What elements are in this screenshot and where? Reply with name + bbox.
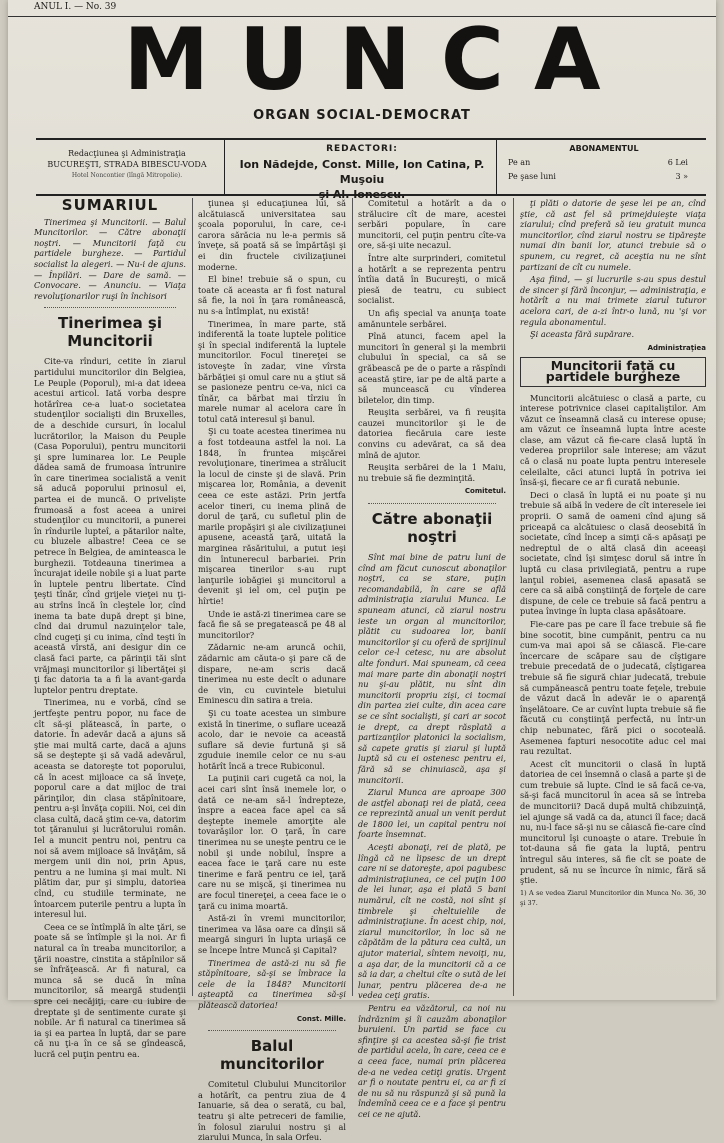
column-4 — [520, 198, 706, 996]
paragraph: Şi cu toate acestea tinerimea nu a fost totdeauna astfel la noi. La 1848, în fruntea mişcărei revoluţionare, tinerimea a strălucit la locul de cinste şi de slavă. Prin mişcarea lor, România, a devenit ceea ce este astăzi. Prin jertfa acelor tineri, cu inema plină de dorul de ţară, cu sufletul plin de marile propăşiri şi ale civilizaţiunei apusene, această ţară, uitată la marginea răsăritului, a putut ieşi din întunerecul barbariei. Prin mişcarea tinerilor s-au rupt lanţurile iobăgiei şi muncitorul a devenit şi iel om, cel puţin pe hîrtie! — [198, 426, 346, 606]
admin-note: Hotel Noncontier (lîngă Mitropolie). — [71, 172, 183, 179]
signature: Administraţiea — [647, 343, 706, 352]
subscription-row: Pe an 6 Lei — [508, 158, 688, 167]
paragraph: Cite-va rînduri, cetite în ziarul partidului muncitorilor din Belgiea, Le Peuple (Poporul), mi-a dat ideea acestui articol. Iată vorba despre hotărîrea ce-a luat-o societatea studenţilor socialişti din Bruxelles, de a deschide cursuri, în localul lucrătorilor, la Maison du Peuple (Casa Poporului), pentru muncitorii şi spre luminarea lor. Le Peuple dădea samă de frumoasa întrunire în care tinerimea socialistă a venit să aducă poporului prinosul ei, partea ei de muncă. O priveliște frumoasă a fost aceea a unirei studenţilor cu muncitorii, a punerei în rîndurile lupteî, a pătarilor nalte, cu bluzele albastre! Ceea ce se petrece în Belgiea, de aminteasca le burghezii. Totdeauna tinerimea a încurajat ideile nobile şi a luat parte în luptele pentru libertate. Cînd ţeşti tînăr, cînd grijele vieţei nu ţi-au strîns încă în cleştele lor, cînd inema ta bate după drept şi bine, cînd dai drumul nazuinţelor tale, cînd cugeţi şi cu inima, cînd teşti în această vîrstă, ani desigur din ce clasă faci parte, ca părinţii tăi sînt vrăjmaşi muncitorilor şi libertăţei şi ţi fac datoria ta a fi la avant-garda luptelor pentru dreptate. — [34, 356, 186, 695]
article-title-balul: Balul muncitorilor — [220, 1037, 324, 1074]
paragraph: El bine! trebuie să o spun, cu toate că aceasta ar fi fost natural să fie, la noi în ţara românească, nu s-a întîmplat, nu există! — [198, 274, 346, 316]
column-3 — [358, 198, 506, 1119]
paragraph: Ceea ce se întîmplă în alte ţări, se poate să se întîmple şi la noi. Ar fi natural ca în treaba muncitorilor, a ţării noastre, cinstita a stăpînilor să se înfrăţească. Ar fi natural, ca munca să se ducă în mîna muncitorilor, să meargă studenţii spre cei necăjiţi, care cu iubire de dreptate şi de sentimente curate şi nobile. Ar fi natural ca tinerimea să ia şi ea partea în luptă, dar se pare că nu ţi-a în ce să se gîndească, lucră cel puţin pentru ea. — [34, 921, 186, 1059]
info-bar — [36, 138, 706, 201]
subscription-title: ABONAMENTUL — [569, 144, 639, 153]
editors-line-2: şi Al. Ionescu. — [318, 188, 406, 201]
paragraph: Şi aceasta fără supărare. — [530, 329, 635, 340]
paragraph: Zădarnic ne-am aruncă ochii, zădarnic am căuta-o şi pare că de dispare, ne-am scris dacă tinerimea nu este decît o adunare de vin, cu cuvintele bietului Eminescu din satira a treia. — [198, 642, 346, 706]
masthead-subtitle: ORGAN SOCIAL-DEMOCRAT — [253, 108, 471, 123]
subscription-box — [502, 142, 706, 184]
column-rule — [352, 198, 353, 996]
administration-box — [36, 148, 218, 181]
paragraph: Pînă atunci, facem apel la muncitori în general şi la membrii clubului în special, ca să se grăbească pe de o parte a răspîndi această ştire, iar pe de altă parte a să muncească cu vînderea biletelor, din timp. — [358, 331, 506, 405]
info-divider — [496, 140, 497, 194]
article-title-muncitorii: Muncitorii faţă cu partidele burgheze — [520, 357, 706, 386]
paragraph: Şi cu toate acestea un simbure există în tinerime, o suflare ucează acolo, dar ie nevoie ca această suflare să devie furtună şi să zguduie inemile celor ce nu s-au hotărît încă a trece Rubiconul. — [198, 707, 346, 771]
paragraph: Comitetul Clubului Muncitorilor a hotărît, ca pentru ziua de 4 Ianuarie, să dea o serată, cu bal, teatru şi alte petreceri de familie, în folosul ziarului nostru şi al ziarului Munca, în sala Orfeu. — [198, 1079, 346, 1143]
paragraph: Comitetul a hotărît a da o strălucire cît de mare, acestei serbări populare, în care muncitorii, cel puţin pentru cîte-va ore, să-şi uite necazul. — [358, 198, 506, 251]
divider — [208, 1030, 336, 1031]
paragraph: Tinerimea, nu e vorbă, cînd se jertfeşte pentru popor, nu face de cît să-şi plătească, în parte, o datorie. În adevăr dacă a ajuns să ştie mai multă carte, dacă a ajuns să se deştepte şi să vadă adevărul, aceasta se datoreşte tot poporului, că în acest mijloace ca să înveţe, poporul care a dat mijloc de trai părinţilor, din clasa stăpînitoare, pentru a-şi învăţa copiii. Noi, cei din clasa cultă, dacă ştim ce-va, datorim tot ţăranului şi lucrătorului român. Iel a muncit pentru noi, pentru ca noi să avem mijloace să învăţăm, să mergem unii din noi, prin Apus, pentru a ne lumina şi mai mult. Ni plătim dar, pur şi simplu, datoriea cînd, cu studiile terminate, ne întoarcem puterile pentru a lupta în interesul lui. — [34, 697, 186, 920]
admin-address: BUCUREŞTI, STRADA BIBESCU-VODA — [47, 160, 207, 169]
admin-title: Redacţiunea şi Administraţia — [68, 149, 186, 158]
paragraph: ţiunea şi educaţiunea lui, să alcătuiască universitatea sau şcoala poporului, în care, ce-i carora sărăcia nu le-a permis să înveţe, să poată să se împărtăşi şi ei din fructele civilizaţiunei moderne. — [198, 198, 346, 272]
paragraph: Muncitorii alcătuiesc o clasă a parte, cu interese potrivnice clasei capitaliştilor. Am văzut ce înseamnă clasă cu interese opuse; am văzut ce înseamnă lupta între aceste clase, am văzut că fie-care clasă luptă în vederea propriilor sale interese; am văzut că o clasă nu poate lupta pentru interesele celeilalte, căci atunci luptă în potriva iei însă-şi, fiecare ce ar fi curată nebunie. — [520, 392, 706, 488]
editors-box — [232, 142, 492, 202]
masthead-title: MUNCA — [123, 10, 631, 110]
signature: Comitetul. — [464, 487, 506, 496]
paragraph: Aşa fiind, — şi lucrurile s-au spus destul de sincer şi fără înconjur, — administraţia, e hotărît a nu mai trimete ziarul tuturor acelora cari, de a-zi într-o lună, nu 'şi vor regula abonamentul. — [520, 274, 706, 327]
summary-title: SUMARIUL — [61, 196, 159, 214]
article-title-abonati: Către abonaţii noştri — [371, 510, 493, 547]
column-1 — [34, 196, 186, 1059]
article-title-tinerimea: Tinerimea şi Muncitorii — [58, 314, 162, 351]
paragraph: Între alte surprinderi, comitetul a hotărît a se reprezenta pentru întîia dată în Bucureşti, o mică piesă de teatru, cu subiect socialist. — [358, 252, 506, 306]
signature: Const. Mille. — [296, 1014, 346, 1023]
footnote: 1) A se vedea Ziarul Muncitorilor din Munca No. 36, 30 şi 37. — [520, 888, 706, 908]
column-2 — [198, 198, 346, 1143]
paragraph: Pentru ea văzătorul, ca noi nu îndrăznim şi îi cauzăm abonaţilor buruieni. Un partid se face cu sfinţire şi ca acestea să-şi fie trist de partidul acela, în care, ceea ce e a ceea face, numai prin plăcerea de-a ne vedea cetiţi gratis. Urgent ar fi o noutate pentru ei, ca ar fi zi de nu să nu răspunză şi să pună la îndemînă ceea ce e a face şi pentru cei ce ne ajută. — [358, 1002, 506, 1119]
issue-number: ANUL I. — No. 39 — [34, 2, 117, 12]
paragraph: Unde ie astă-zi tinerimea care se facă fie să se pregatească pe 48 al muncitorilor? — [198, 608, 346, 640]
paragraph: Tinerimea de astă-zi nu să fie stăpînitoare, să-şi se îmbrace la cele de la 1848? Muncitorii aşteaptă ca tinerimea să-şi plătească datoriea! — [198, 957, 346, 1010]
paragraph: La puţinii cari cugetă ca noi, la acei cari sînt însă inemele lor, o dată ce ne-am să-l îndrepteze, înspre a eacea face apel ca să deştepte inemele amorţite ale tovarăşilor lor. O ţară, în care tinerimea nu se uneşte pentru ce ie nobil şi unde nobilul, înspre a eacea face ie ţară care nu este tinerime e fară pentru ce iel, ţară care nu se mişcă, şi tinerimea nu are focul tinereţei, a ceea face ie o ţară cu inima moartă. — [198, 773, 346, 911]
paragraph: Reuşita serbărei de la 1 Maiu, nu trebuie să fie dezminţită. — [358, 462, 506, 483]
editors-title: REDACTORI: — [326, 144, 398, 154]
paragraph: Sînt mai bine de patru luni de cînd am făcut cunoscut abonaţilor noştri, ca se stare, puţin recomandabilă, în care se află administraţia ziarului Munca. Le spuneam atunci, că ziarul nostru ieste un organ al muncitorilor, plătit cu sudoarea lor, banii muncitorilor şi cu oferă de sprijinul celor ce-l cetesc, nu are absolut alte fonduri. Mai spuneam, că ceea mai mare parte din abonaţii noştri nu şi-au plătit, nu sînt din muncitorii propriu zişi, ci tocmai din partea ziei culte, din acea care se ce sînt socialişti, şi cari ar socot ie drept, ca drept răsplată a partizanţilor platonici la socialism, să capete gratis şi ziarul şi luptă luptă să cu ei ostenesc pentru ei, fără să se chinuiască, aşa şi muncitorii. — [358, 552, 506, 785]
divider — [44, 307, 176, 308]
paragraph: Deci o clasă în luptă ei nu poate şi nu trebuie să aibă în vedere de cît interesele iei proprii. O samă de oameni cînd ajung să priceapă ca alcătuiesc o clasă deosebită în societate, cînd încep a simţi că-s apăsaţi pe nedreptul de o altă clasă din aceeaşi societate, cînd îşi simţesc dorul să intre în luptă cu clasa privilegiată, pentru a rupe lanţul robiei, asemenea clasă apasată se cere ca să aibă conştiinţă de forţele de care dispune, de cele ce trebuie să facă pentru a putea învinge în lupta clasa apăsătoare. — [520, 489, 706, 617]
paragraph: Un afiş special va anunţa toate amănuntele serbărei. — [358, 307, 506, 329]
divider — [368, 503, 496, 504]
summary-text: Tinerimea şi Muncitorii. — Balul Muncitorilor. — Către abonaţii noştri. — Muncitorii faţă cu partidele burgheze. — Partidul socialist la alegeri. — Nu-i de ajuns. — Înpilări. — Dare de samă. — Convocare. — Anunciu. — Viaţa revoluţionarilor ruşi în închisori — [34, 216, 186, 301]
paragraph: ţi plăti o datorie de şese lei pe an, cînd ştie, că ast fel să primejduieşte viaţa ziarului; cînd preferă să ieu gratuit munca muncitorilor, cînd ziarul nostru se tipăreşte numai din banii lor, atunci trebuie să o spunem, cu regret, că aceştia nu ne sînt partizani de cît cu numele. — [520, 198, 706, 272]
paragraph: Aceşti abonaţi, rei de plată, pe lîngă că ne lipsesc de un drept care ni se datoreşte, apoi pagubesc administraţiunea, ce cel puţin 100 de lei lunar, aşa ei plată 5 bani numărul, cît ne costă, noi sînt şi timbrele şi cheltuielile de administraţiune. În acest chip, noi, ziarul muncitorilor, în loc să ne căpătăm de la pătura cea cultă, un ajutor material, sîntem nevoiţi, nu, a aşa dar, de la muncitorii că a ce să ia dar, a cheltui cîte o sută de lei lunar, pentru plăcerea de-a ne vedea ceţi gratis. — [358, 842, 506, 1001]
column-rule — [513, 198, 514, 996]
info-divider — [224, 140, 225, 194]
paragraph: Reuşita serbărei, va fi reuşita cauzei muncitorilor şi le de datoriea fiecăruia care ieste convins cu adevărat, ca să dea mînă de ajutor. — [358, 407, 506, 460]
editors-line-1: Ion Nădejde, Const. Mille, Ion Catina, P. Muşoiu — [239, 158, 485, 186]
paragraph: Astă-zi în vremi muncitorilor, tinerimea va lăsa oare ca dînşii să meargă singuri în lupta uriaşă ce se începe între Muncă şi Capital? — [198, 913, 346, 955]
paragraph: Fie-care pas pe care îl face trebuie să fie bine socotit, bine cumpănit, pentru ca nu cum-va mai apoi să se căiască. Fie-care încercare de scăpare sau de cîştigare trebuie precedată de o judecată, cîştigarea trebuie să fie sigură chiar judecată, trebuie să cumpănească pentru toate feţele, trebuie de văzut dacă în adevăr ie o aparenţă înşelătoare. Ce ar cuvînt lupta trebuie să fie făcută cu conştiinţă perfectă, nu într-un chip nebunatec, fără pici o socoteală. Asemenea fapturi nesocotite aduc cel mai rau rezultat. — [520, 618, 706, 757]
newspaper-page — [8, 0, 716, 1143]
paragraph: Acest cît muncitorii o clasă în luptă datoriea de cei însemnă o clasă a parte şi de cum trebuie să lupte. Cînd ie să facă ce-va, să-şi facă muncitorul în acea să se întreba de muncitorii? Dacă după multă chibzuinţă, iel ajunge să vadă ca da, atunci îl face; dacă nu, nu-l face să-şi nu se câiască fie-care cînd muncitorul îşi cunoaşte o atare. Trebuie în tot-dauna să fie gata la luptă, pentru întregul său interes, să fie cît se poate de prudent, să nu se încurce în nimic, fără să ştie. — [520, 758, 706, 886]
paragraph: Tinerimea, în mare parte, stă indiferentă la toate luptele politice şi în special indiferentă la luptele muncitorilor. Focul tinereţei se istoveşte în zadar, vine vîrsta bărbăţiei şi omul care nu a ştiut să se pasioneze pentru ce-va, nici ca tînăr, ca bărbat mai tîrziu în marele numar al acelora care în totul cată interesul şi banul. — [198, 318, 346, 424]
subscription-row: Pe şase luni 3 » — [508, 172, 688, 181]
column-rule — [192, 198, 193, 996]
paragraph: Ziarul Munca are aproape 300 de astfel abonaţi rei de plată, ceea ce reprezintă anual un venit perdut de 1800 lei, un capital pentru noi foarte însemnat. — [358, 787, 506, 840]
